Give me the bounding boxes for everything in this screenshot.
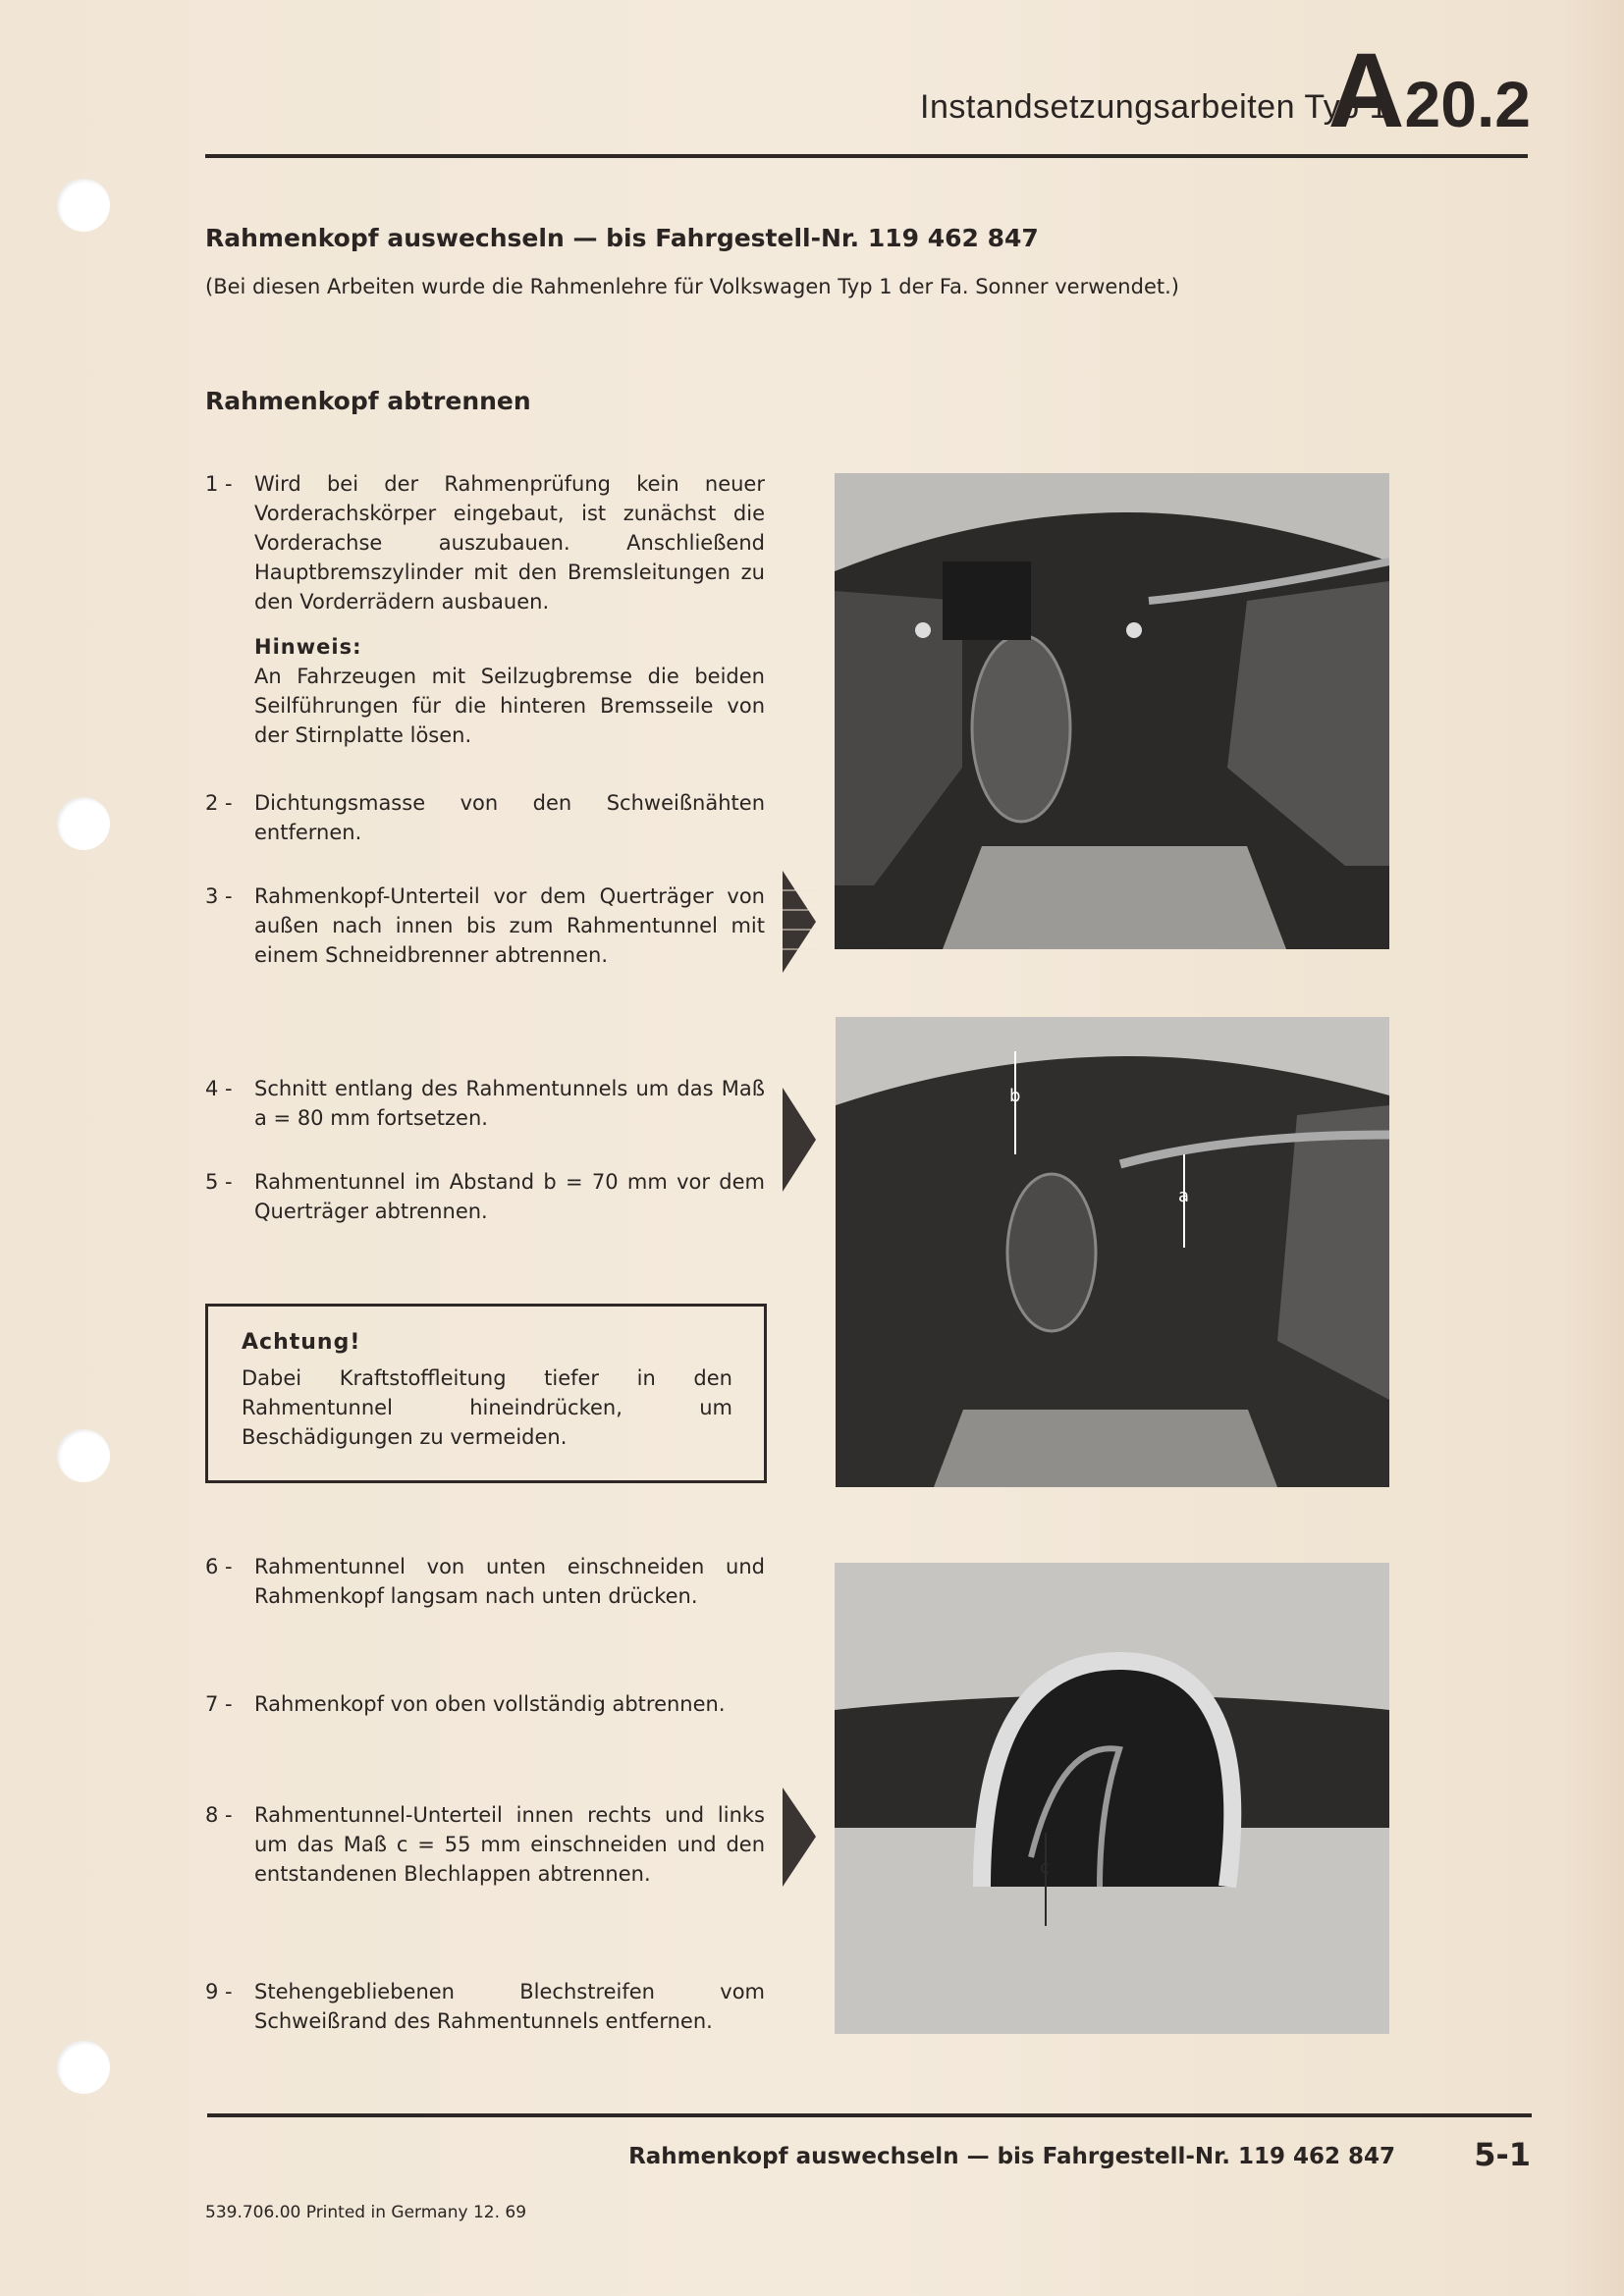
step-text: Stehengebliebenen Blechstreifen vom Schweißrand des Rahmentunnels entfernen.: [254, 1980, 765, 2033]
header-code: [1327, 30, 1531, 149]
photo-illustration: [835, 473, 1389, 949]
photo-illustration: [836, 1017, 1389, 1487]
step-text: Wird bei der Rahmenprüfung kein neuer Vorderachskörper eingebaut, ist zunächst die Vorderachse auszubauen. Anschließend Hauptbremszylinder mit den Bremsleitungen zu den Vorderrädern ausbauen.: [254, 472, 765, 614]
step-number: 7 -: [205, 1692, 233, 1716]
footer-title: Rahmenkopf auswechseln — bis Fahrgestell-Nr. 119 462 847: [628, 2144, 1395, 2169]
step-number: 1 -: [205, 472, 233, 496]
header-rule: [205, 154, 1528, 158]
step-8: [205, 1800, 765, 1889]
step-6: [205, 1552, 765, 1611]
step-number: 9 -: [205, 1980, 233, 2003]
step-number: 8 -: [205, 1803, 233, 1827]
punch-hole: [57, 179, 110, 232]
page-title: Rahmenkopf auswechseln — bis Fahrgestell-Nr. 119 462 847: [205, 224, 1039, 252]
step-2: [205, 788, 765, 847]
photo-frame-head-step1: [835, 473, 1389, 949]
step-text: Schnitt entlang des Rahmentunnels um das Maß a = 80 mm fortsetzen.: [254, 1077, 765, 1130]
pointer-arrow-icon: [783, 1088, 816, 1192]
photo-frame-head-step8: [835, 1563, 1389, 2034]
punch-hole: [57, 1429, 110, 1482]
pointer-arrow-icon: [783, 871, 816, 973]
step-1: [205, 469, 765, 616]
step-text: Rahmentunnel-Unterteil innen rechts und links um das Maß c = 55 mm einschneiden und den entstandenen Blechlappen abtrennen.: [254, 1803, 765, 1886]
punch-hole: [57, 797, 110, 850]
code-number: 20.2: [1404, 68, 1531, 140]
step-text: Rahmenkopf-Unterteil vor dem Querträger von außen nach innen bis zum Rahmentunnel mit einem Schneidbrenner abtrennen.: [254, 884, 765, 967]
hint: [254, 632, 765, 750]
step-text: Rahmenkopf von oben vollständig abtrennen.: [254, 1692, 726, 1716]
dimension-label-a: a: [1178, 1186, 1190, 1206]
page-subtitle: (Bei diesen Arbeiten wurde die Rahmenlehre für Volkswagen Typ 1 der Fa. Sonner verwendet.): [205, 275, 1179, 298]
step-number: 4 -: [205, 1077, 233, 1100]
caution-label: Achtung!: [242, 1330, 361, 1355]
pointer-arrow-icon: [783, 1788, 816, 1887]
dimension-label-c: c: [1040, 1857, 1050, 1878]
photo-frame-head-step4: [836, 1017, 1389, 1487]
step-5: [205, 1167, 765, 1226]
hint-text: An Fahrzeugen mit Seilzugbremse die beiden Seilführungen für die hinteren Bremsseile von der Stirnplatte lösen.: [254, 665, 765, 747]
photo-illustration: [835, 1563, 1389, 2034]
step-text: Rahmentunnel im Abstand b = 70 mm vor dem Querträger abtrennen.: [254, 1170, 765, 1223]
step-number: 3 -: [205, 884, 233, 908]
section-heading: Rahmenkopf abtrennen: [205, 387, 531, 415]
step-text: Rahmentunnel von unten einschneiden und Rahmenkopf langsam nach unten drücken.: [254, 1555, 765, 1608]
footer-rule: [207, 2113, 1532, 2117]
code-letter: A: [1327, 30, 1405, 149]
step-text: Dichtungsmasse von den Schweißnähten entfernen.: [254, 791, 765, 844]
step-number: 2 -: [205, 791, 233, 815]
caution-text: Dabei Kraftstoffleitung tiefer in den Rahmentunnel hineindrücken, um Beschädigungen zu vermeiden.: [242, 1366, 732, 1449]
dimension-label-b: b: [1009, 1086, 1021, 1106]
step-3: [205, 881, 765, 970]
caution-box: [205, 1304, 767, 1483]
print-info: 539.706.00 Printed in Germany 12. 69: [205, 2203, 527, 2222]
step-7: [205, 1689, 765, 1719]
step-9: [205, 1977, 765, 2036]
step-4: [205, 1074, 765, 1133]
step-number: 5 -: [205, 1170, 233, 1194]
page-number: 5-1: [1474, 2136, 1531, 2173]
header-section-title: Instandsetzungsarbeiten Typ 1: [920, 88, 1388, 126]
step-number: 6 -: [205, 1555, 233, 1578]
punch-hole: [57, 2041, 110, 2094]
hint-label: Hinweis:: [254, 635, 362, 659]
